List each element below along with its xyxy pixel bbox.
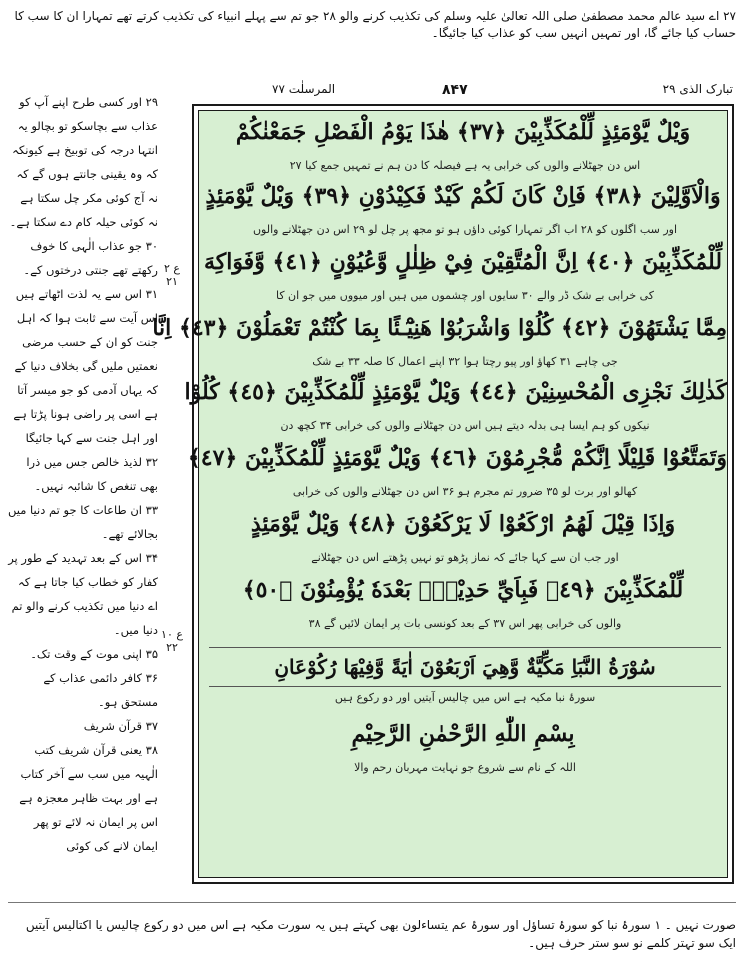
side-commentary	[8, 90, 158, 870]
side-note: ۳۷ قرآن شریف	[83, 719, 158, 733]
side-note: ۳۲ لذیذ خالص جس میں ذرا بھی تنغص کا شائبہ نہیں۔	[26, 455, 158, 493]
translation-line: والوں کی خرابی پھر اس ۳۷ کے بعد کونسی بات پر ایمان لائیں گے ۳۸	[308, 617, 622, 630]
ruku-markers	[160, 0, 184, 978]
verse-line: مِمَّا يَشْتَهُوْنَ ﴿٤٢﴾ كُلُوْا وَاشْرَبُوْا هَنِيْٓـئًا بِمَا كُنْتُمْ تَعْمَلُوْنَ ﴿٤٣﴾ اِنَّا	[152, 315, 727, 341]
surah-name: المرسلٰت ۷۷	[272, 82, 336, 96]
verse-line: وَتَمَتَّعُوْا قَلِيْلًا اِنَّكُمْ مُّجْرِمُوْنَ ﴿٤٦﴾ وَيْلٌ يَّوْمَئِذٍ لِّلْمُكَذِّبِيْنَ ﴿٤٧﴾	[187, 445, 727, 471]
verse-line: كَذٰلِكَ نَجْزِى الْمُحْسِنِيْنَ ﴿٤٤﴾ وَيْلٌ يَّوْمَئِذٍ لِّلْمُكَذِّبِيْنَ ﴿٤٥﴾ كُلُوْا	[184, 379, 727, 405]
bismillah: بِسْمِ اللّٰهِ الرَّحْمٰنِ الرَّحِيْمِ	[351, 721, 575, 747]
side-note: ۲۹ اور کسی طرح اپنے آپ کو عذاب سے بچاسکو تو بچالو یہ انتہا درجہ کی توبیخ ہے کیونکہ کہ وہ یقینی جانتے ہوں گے کہ نہ آج کوئی مکر چل سکتا ہے نہ کوئی حیلہ کام دے سکتا ہے۔	[9, 95, 158, 229]
bismillah-translation: اللہ کے نام سے شروع جو نہایت مہربان رحم والا	[354, 761, 576, 774]
ruku-marker: ع ۱۰ ۲۲	[161, 628, 183, 654]
side-note: ۳۸ یعنی قرآن شریف کتب الٰہیہ میں سب سے آخر کتاب ہے اور بہت ظاہر معجزہ ہے اس پر ایمان نہ لائے تو پھر ایمان لانے کی کوئی	[19, 743, 158, 853]
side-note: ۳۶ کافر دائمی عذاب کے مستحق ہو۔	[43, 671, 158, 709]
translation-line: کی خرابی بے شک ڈر والے ۳۰ سایوں اور چشموں میں ہیں اور میووں میں جو ان کا	[275, 289, 655, 302]
translation-line: کھالو اور برت لو ۳۵ ضرور تم مجرم ہو ۳۶ اس دن جھٹلانے والوں کی خرابی	[292, 485, 638, 498]
translation-line: اس دن جھٹلانے والوں کی خرابی یہ ہے فیصلہ کا دن ہم نے تمہیں جمع کیا ۲۷	[289, 159, 641, 172]
page-number: ۸۴۷	[442, 82, 468, 98]
side-note: ۳۳ ان طاعات کا جو تم دنیا میں بجالائے تھے۔	[8, 503, 158, 541]
top-footnote: ٢٧ اے سید عالم محمد مصطفیٰ صلی اللہ تعالیٰ علیہ وسلم کی تکذیب کرنے والو ۲۸ جو تم سے پہلے انبیاء کی تکذیب کرتے تھے تمہارا ان کا سب کا حساب کیا جائے گا، اور تمہیں انہیں سب کو عذاب کیا جائیگا۔	[14, 9, 736, 40]
translation-line: اور سب اگلوں کو ۲۸ اب اگر تمہارا کوئی داؤں ہو تو مجھ پر چل لو ۲۹ اس دن جھٹلانے والوں	[252, 223, 678, 236]
surah-heading: سُوْرَةُ النَّبَاِ مَكِّيَّةٌ وَّهِيَ اَرْبَعُوْنَ اٰيَةً وَّفِيْهَا رُكُوْعَانِ	[209, 647, 721, 687]
ruku-marker: ع ۲ ۲۱	[164, 262, 180, 288]
side-note: ۳۴ اس کے بعد تہدید کے طور پر کفار کو خطاب کیا جاتا ہے کہ اے دنیا میں تکذیب کرنے والو تم دنیا میں۔	[8, 551, 158, 637]
verse-line: وَاِذَا قِيْلَ لَهُمُ ارْكَعُوْا لَا يَرْكَعُوْنَ ﴿٤٨﴾ وَيْلٌ يَّوْمَئِذٍ	[250, 511, 676, 537]
bottom-footnote: صورت نہیں ۔ ۱ سورۂ نبا کو سورۂ تساؤل اور سورۂ عم یتساءلون بھی کہتے ہیں یہ سورت مکیہ ہے اس میں دو رکوع چالیس یا اکتالیس آیتیں ایک سو تہتر کلمے نو سو ستر حرف ہیں۔	[25, 918, 736, 950]
verse-line: لِّلْمُكَذِّبِيْنَ ﴿٤٠﴾ اِنَّ الْمُتَّقِيْنَ فِيْ ظِلٰلٍ وَّعُيُوْنٍ ﴿٤١﴾ وَّفَوَاكِهَ	[203, 249, 723, 275]
translation-line: جی چاہے ۳۱ کھاؤ اور پیو رچتا ہوا ۳۲ اپنے اعمال کا صلہ ۳۳ بے شک	[312, 355, 618, 368]
verse-line: وَالْاَوَّلِيْنَ ﴿٣٨﴾ فَاِنْ كَانَ لَكُمْ كَيْدٌ فَكِيْدُوْنِ ﴿٣٩﴾ وَيْلٌ يَّوْمَئِذٍ	[205, 183, 721, 209]
verse-line: لِّلْمُكَذِّبِيْنَ ﴿٤٩﴾ فَبِاَيِّ حَدِيْثٍۭ بَعْدَهٗ يُؤْمِنُوْنَ ﴿٥٠﴾	[242, 577, 684, 603]
side-note: ۳۰ جو عذاب الٰہی کا خوف رکھتے تھے جنتی درختوں کے۔	[23, 239, 158, 277]
translation-line: نیکوں کو ہم ایسا ہی بدلہ دیتے ہیں اس دن جھٹلانے والوں کی خرابی ۳۴ کچھ دن	[280, 419, 650, 432]
footnote-divider	[8, 902, 736, 903]
juz-name: تبارک الذی ۲۹	[662, 82, 733, 96]
side-note: ۳۱ اس سے یہ لذت اٹھاتے ہیں اس آیت سے ثابت ہوا کہ اہل جنت کو ان کے حسب مرضی نعمتیں ملیں گی بخلاف دنیا کے کہ یہاں آدمی کو جو میسر آتا ہے اسی پر راضی ہونا پڑتا ہے اور اہل جنت سے کہا جائیگا	[13, 287, 158, 445]
translation-line: اور جب ان سے کہا جائے کہ نماز پڑھو تو نہیں پڑھتے اس دن جھٹلانے	[311, 551, 619, 564]
surah-heading-translation: سورۂ نبا مکیہ ہے اس میں چالیس آیتیں اور دو رکوع ہیں	[334, 691, 596, 704]
page-header	[192, 80, 737, 102]
side-note: ۳۵ اپنی موت کے وقت تک۔	[30, 647, 158, 661]
verse-line: وَيْلٌ يَّوْمَئِذٍ لِّلْمُكَذِّبِيْنَ ﴿٣٧﴾ هٰذَا يَوْمُ الْفَصْلِ جَمَعْنٰكُمْ	[235, 119, 691, 145]
